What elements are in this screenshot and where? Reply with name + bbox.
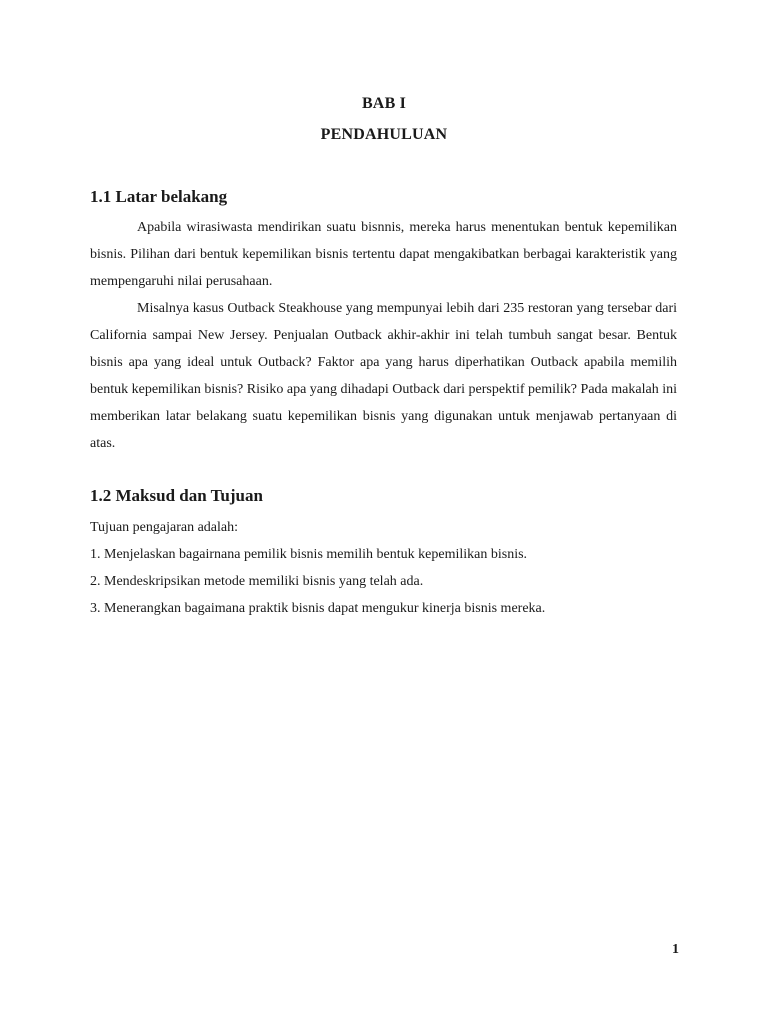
- paragraph-2: Misalnya kasus Outback Steakhouse yang mempunyai lebih dari 235 restoran yang tersebar dari California sampai New Jersey. Penjualan Outback akhir-akhir ini telah tumbuh sangat besar. Bentuk bisnis apa yang ideal untuk Outback? Faktor apa yang harus diperhatikan Outback apabila memilih bentuk kepemilikan bisnis? Risiko apa yang dihadapi Outback dari perspektif pemilik? Pada makalah ini memberikan latar belakang suatu kepemilikan bisnis yang digunakan untuk menjawab pertanyaan di atas.: [90, 301, 677, 451]
- objective-item-2: 2. Mendeskripsikan metode memiliki bisnis yang telah ada.: [90, 574, 424, 589]
- objective-item-1: 1. Menjelaskan bagairnana pemilik bisnis memilih bentuk kepemilikan bisnis.: [90, 547, 528, 562]
- section-heading-maksud-tujuan: 1.2 Maksud dan Tujuan: [90, 486, 263, 505]
- chapter-title: PENDAHULUAN: [320, 126, 448, 143]
- section-heading-latar-belakang: 1.1 Latar belakang: [90, 187, 228, 206]
- paragraph-1: Apabila wirasiwasta mendirikan suatu bisnnis, mereka harus menentukan bentuk kepemilikan bisnis. Pilihan dari bentuk kepemilikan bisnis tertentu dapat mengakibatkan berbagai karakteristik yang mempengaruhi nilai perusahaan.: [90, 220, 677, 289]
- chapter-number: BAB I: [361, 95, 407, 112]
- page-number: 1: [672, 942, 679, 957]
- objective-item-3: 3. Menerangkan bagaimana praktik bisnis dapat mengukur kinerja bisnis mereka.: [90, 601, 546, 616]
- objectives-intro: Tujuan pengajaran adalah:: [90, 520, 238, 535]
